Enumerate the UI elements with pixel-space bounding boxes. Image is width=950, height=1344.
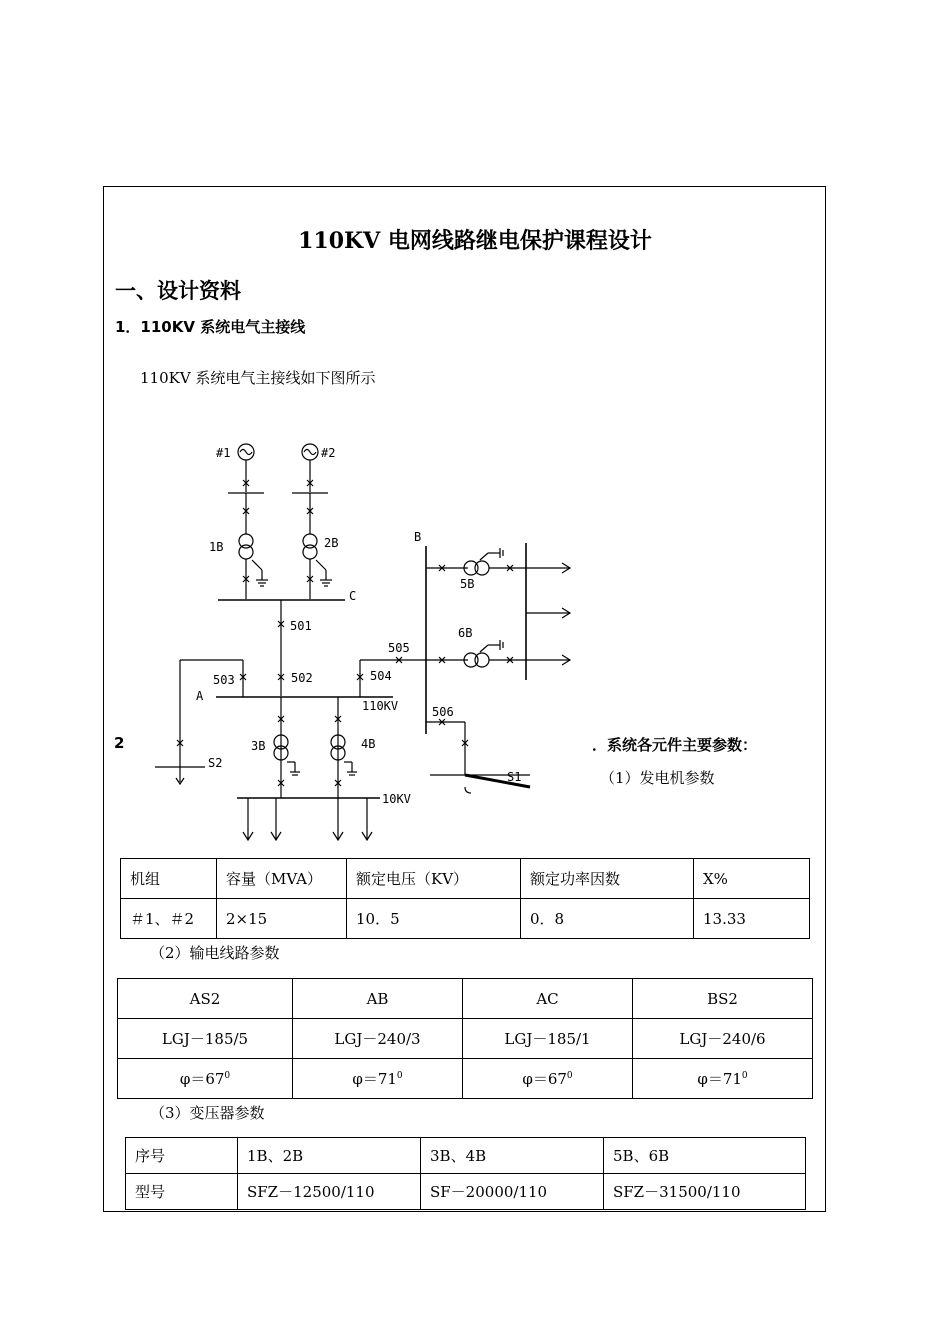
label-502: 502	[291, 671, 313, 685]
label-s2: S2	[208, 756, 223, 770]
label-g2: #2	[321, 446, 336, 460]
label-bus-a: A	[196, 689, 204, 703]
document-title: 110KV 电网线路继电保护课程设计	[298, 228, 652, 254]
table-cell: 额定电压（KV）	[347, 859, 521, 899]
line-caption: （2）输电线路参数	[150, 944, 280, 962]
table-cell: $\varphi=67^0$	[463, 1059, 633, 1099]
section-heading-design-data: 一、设计资料	[115, 279, 241, 303]
table-cell: AS2	[118, 979, 293, 1019]
table-cell: BS2	[633, 979, 813, 1019]
label-503: 503	[213, 673, 235, 687]
table-cell: ＃1、＃2	[121, 899, 217, 939]
table-cell: 3B、4B	[421, 1138, 604, 1174]
table-row	[118, 979, 813, 1019]
table-cell: AB	[293, 979, 463, 1019]
generator-params-table	[120, 858, 810, 939]
label-504: 504	[370, 669, 392, 683]
table-cell: SFZ－31500/110	[604, 1174, 806, 1210]
label-bus-c: C	[349, 589, 357, 603]
label-506: 506	[432, 705, 454, 719]
label-t2: 2B	[324, 536, 339, 550]
table-cell: $\varphi=67^0$	[118, 1059, 293, 1099]
table-cell: 5B、6B	[604, 1138, 806, 1174]
table-cell: 13.33	[694, 899, 810, 939]
label-t4: 4B	[361, 737, 376, 751]
label-10kv: 10KV	[382, 792, 411, 806]
subsection-number-2: 2	[114, 734, 125, 752]
wiring-paragraph: 110KV 系统电气主接线如下图所示	[140, 369, 376, 387]
table-cell: X%	[694, 859, 810, 899]
table-cell: $\varphi=71^0$	[293, 1059, 463, 1099]
transformer-params-table	[125, 1137, 806, 1210]
label-bus-b: B	[414, 530, 422, 544]
table-cell: LGJ－185/5	[118, 1019, 293, 1059]
table-cell: LGJ－185/1	[463, 1019, 633, 1059]
label-t6: 6B	[458, 626, 473, 640]
table-row	[121, 859, 810, 899]
table-row	[118, 1059, 813, 1099]
transformer-caption: （3）变压器参数	[150, 1104, 265, 1122]
label-501: 501	[290, 619, 312, 633]
table-cell: 0．8	[521, 899, 694, 939]
table-cell: SF－20000/110	[421, 1174, 604, 1210]
table-row	[121, 899, 810, 939]
table-cell: SFZ－12500/110	[238, 1174, 421, 1210]
table-cell: 10．5	[347, 899, 521, 939]
table-cell: 额定功率因数	[521, 859, 694, 899]
subsection-heading-params: ．系统各元件主要参数：	[592, 736, 758, 754]
table-cell: 1B、2B	[238, 1138, 421, 1174]
table-cell: 型号	[126, 1174, 238, 1210]
table-row	[126, 1174, 806, 1210]
table-row	[118, 1019, 813, 1059]
label-505: 505	[388, 641, 410, 655]
label-t3: 3B	[251, 739, 266, 753]
table-cell: 机组	[121, 859, 217, 899]
label-s1: S1	[507, 770, 522, 784]
table-cell: $\varphi=71^0$	[633, 1059, 813, 1099]
table-cell: 序号	[126, 1138, 238, 1174]
subsection-heading-wiring: 1．110KV 系统电气主接线	[115, 318, 306, 336]
label-t1: 1B	[209, 540, 224, 554]
table-row	[126, 1138, 806, 1174]
table-cell: 2×15	[217, 899, 347, 939]
generator-caption: （1）发电机参数	[600, 769, 715, 787]
line-params-table	[117, 978, 813, 1099]
table-cell: LGJ－240/6	[633, 1019, 813, 1059]
table-cell: 容量（MVA）	[217, 859, 347, 899]
table-cell: LGJ－240/3	[293, 1019, 463, 1059]
label-t5: 5B	[460, 577, 475, 591]
label-110kv: 110KV	[362, 699, 399, 713]
label-g1: #1	[216, 446, 231, 460]
table-cell: AC	[463, 979, 633, 1019]
